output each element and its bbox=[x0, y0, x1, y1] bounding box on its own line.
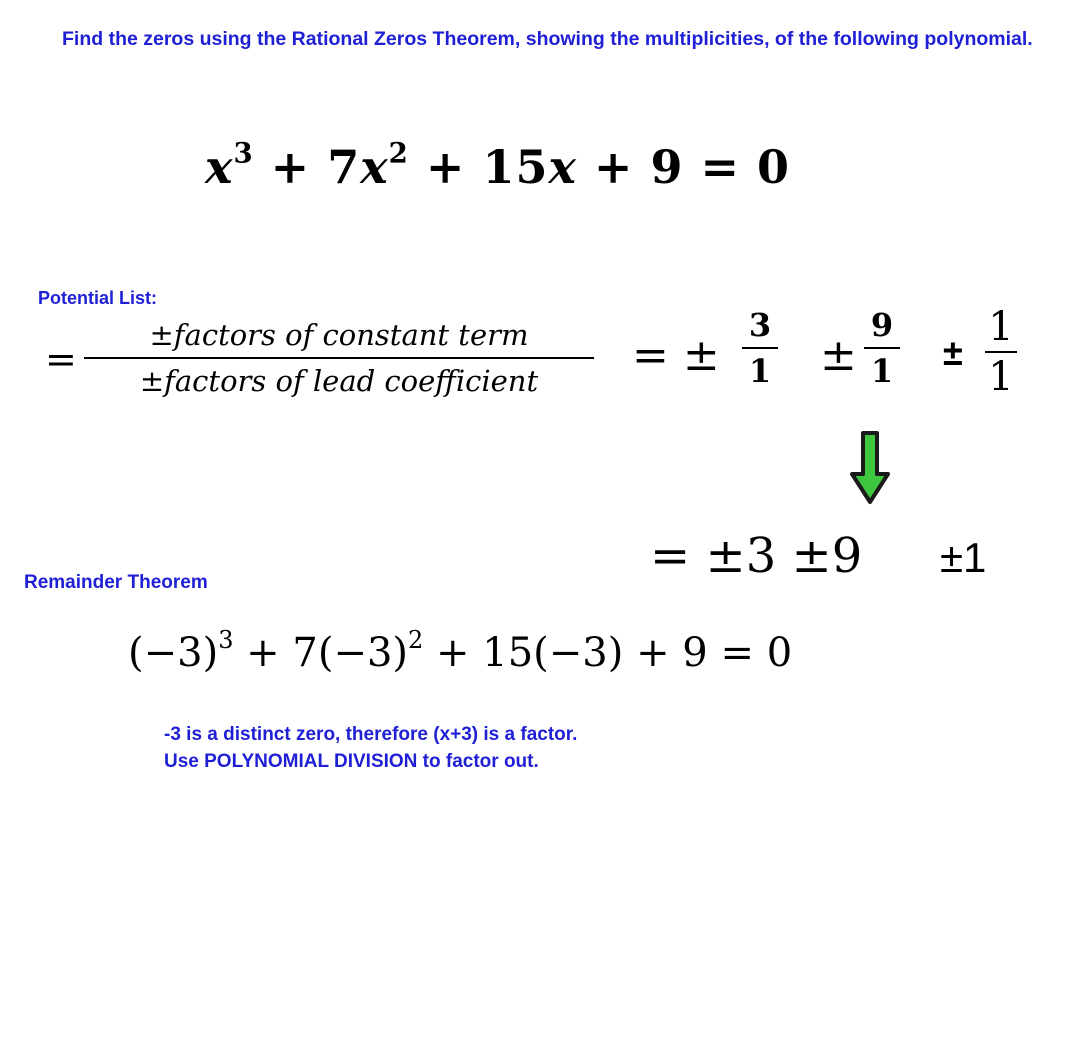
fraction-bar bbox=[84, 357, 594, 359]
potential-list-label: Potential List: bbox=[38, 288, 158, 308]
candidate-1-bar bbox=[985, 351, 1017, 353]
plus-minus-one: ±1 bbox=[940, 534, 987, 581]
candidate-fraction-9 bbox=[864, 305, 900, 391]
candidate-fraction-1 bbox=[985, 305, 1017, 399]
candidate-3-numerator: 3 bbox=[748, 306, 772, 344]
down-arrow-icon bbox=[848, 430, 892, 506]
eq-var-2: x bbox=[360, 140, 389, 194]
sub-exp-1: 3 bbox=[218, 626, 234, 654]
equals-plus-minus: = ± bbox=[632, 330, 720, 381]
simplified-candidates: = ±3 ±9 bbox=[650, 528, 863, 584]
polynomial-equation bbox=[205, 136, 791, 194]
candidate-1-numerator: 1 bbox=[988, 304, 1014, 350]
equals-sign: = bbox=[45, 337, 77, 381]
candidate-fraction-3 bbox=[742, 305, 778, 391]
problem-instructions: Find the zeros using the Rational Zeros Theorem, showing the multiplicities, of the following polynomial. bbox=[62, 28, 1033, 50]
candidate-1-denominator: 1 bbox=[988, 354, 1014, 400]
candidate-9-bar bbox=[864, 347, 900, 349]
fraction-numerator: ±factors of constant term bbox=[149, 318, 529, 352]
fraction-denominator: ±factors of lead coefficient bbox=[139, 364, 539, 398]
candidate-3-denominator: 1 bbox=[748, 352, 772, 390]
factors-fraction bbox=[84, 315, 594, 401]
sub-part-1: (−3) bbox=[128, 630, 219, 676]
sub-exp-2: 2 bbox=[408, 626, 424, 654]
remainder-theorem-label: Remainder Theorem bbox=[24, 572, 208, 593]
conclusion-line-2: Use POLYNOMIAL DIVISION to factor out. bbox=[164, 751, 539, 772]
eq-var-1: x bbox=[205, 140, 234, 194]
plus-minus-3: ± bbox=[943, 332, 963, 373]
plus-minus-2: ± bbox=[820, 330, 857, 381]
candidate-3-bar bbox=[742, 347, 778, 349]
remainder-substitution bbox=[128, 626, 793, 676]
eq-exp-2: 2 bbox=[388, 136, 409, 170]
eq-op-1: + 7 bbox=[253, 140, 361, 194]
candidate-9-denominator: 1 bbox=[870, 352, 894, 390]
eq-exp-1: 3 bbox=[233, 136, 254, 170]
sub-part-2: + 7(−3) bbox=[233, 630, 409, 676]
eq-op-2: + 15 bbox=[408, 140, 549, 194]
eq-var-3: x bbox=[548, 140, 577, 194]
eq-tail: + 9 = 0 bbox=[576, 140, 791, 194]
conclusion-text bbox=[164, 721, 577, 775]
sub-part-3: + 15(−3) + 9 = 0 bbox=[423, 630, 793, 676]
conclusion-line-1: -3 is a distinct zero, therefore (x+3) is a factor. bbox=[164, 724, 578, 745]
down-arrow-shape bbox=[852, 433, 888, 502]
candidate-9-numerator: 9 bbox=[870, 306, 894, 344]
